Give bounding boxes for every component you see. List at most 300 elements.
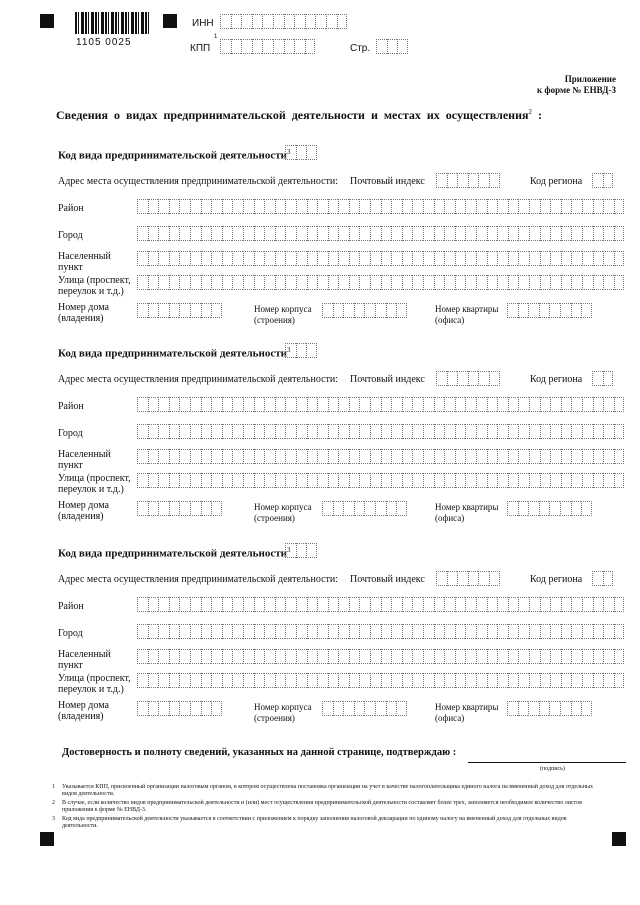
input-cell[interactable] xyxy=(518,473,529,488)
input-cell[interactable] xyxy=(211,424,222,439)
input-cell[interactable] xyxy=(465,226,476,241)
input-cell[interactable] xyxy=(603,226,614,241)
input-cell[interactable] xyxy=(359,649,370,664)
input-cell[interactable] xyxy=(201,226,212,241)
input-cell[interactable] xyxy=(444,424,455,439)
street-field[interactable] xyxy=(137,473,624,488)
input-cell[interactable] xyxy=(434,251,445,266)
input-cell[interactable] xyxy=(343,701,354,716)
input-cell[interactable] xyxy=(231,39,242,54)
input-cell[interactable] xyxy=(550,597,561,612)
input-cell[interactable] xyxy=(201,449,212,464)
input-cell[interactable] xyxy=(391,199,402,214)
input-cell[interactable] xyxy=(354,701,365,716)
input-cell[interactable] xyxy=(211,701,222,716)
input-cell[interactable] xyxy=(518,251,529,266)
input-cell[interactable] xyxy=(158,226,169,241)
input-cell[interactable] xyxy=(376,39,387,54)
input-cell[interactable] xyxy=(423,673,434,688)
input-cell[interactable] xyxy=(264,424,275,439)
input-cell[interactable] xyxy=(434,226,445,241)
district-field[interactable] xyxy=(137,397,624,412)
input-cell[interactable] xyxy=(211,275,222,290)
input-cell[interactable] xyxy=(476,226,487,241)
input-cell[interactable] xyxy=(243,424,254,439)
input-cell[interactable] xyxy=(614,673,625,688)
input-cell[interactable] xyxy=(169,701,180,716)
input-cell[interactable] xyxy=(381,649,392,664)
region-code-field[interactable] xyxy=(592,371,613,386)
input-cell[interactable] xyxy=(169,303,180,318)
input-cell[interactable] xyxy=(560,303,571,318)
input-cell[interactable] xyxy=(306,145,317,160)
input-cell[interactable] xyxy=(359,673,370,688)
input-cell[interactable] xyxy=(222,449,233,464)
input-cell[interactable] xyxy=(434,473,445,488)
input-cell[interactable] xyxy=(423,251,434,266)
input-cell[interactable] xyxy=(571,251,582,266)
input-cell[interactable] xyxy=(370,649,381,664)
input-cell[interactable] xyxy=(370,473,381,488)
input-cell[interactable] xyxy=(190,624,201,639)
input-cell[interactable] xyxy=(540,251,551,266)
input-cell[interactable] xyxy=(317,673,328,688)
input-cell[interactable] xyxy=(465,275,476,290)
input-cell[interactable] xyxy=(232,473,243,488)
input-cell[interactable] xyxy=(359,199,370,214)
input-cell[interactable] xyxy=(137,473,148,488)
input-cell[interactable] xyxy=(201,597,212,612)
input-cell[interactable] xyxy=(243,449,254,464)
input-cell[interactable] xyxy=(243,397,254,412)
input-cell[interactable] xyxy=(179,473,190,488)
input-cell[interactable] xyxy=(582,449,593,464)
input-cell[interactable] xyxy=(423,624,434,639)
input-cell[interactable] xyxy=(539,701,550,716)
input-cell[interactable] xyxy=(518,501,529,516)
input-cell[interactable] xyxy=(457,371,468,386)
input-cell[interactable] xyxy=(148,501,159,516)
input-cell[interactable] xyxy=(179,424,190,439)
input-cell[interactable] xyxy=(508,473,519,488)
building-number-field[interactable] xyxy=(322,701,407,716)
input-cell[interactable] xyxy=(190,673,201,688)
input-cell[interactable] xyxy=(275,424,286,439)
input-cell[interactable] xyxy=(349,275,360,290)
input-cell[interactable] xyxy=(468,371,479,386)
input-cell[interactable] xyxy=(508,275,519,290)
input-cell[interactable] xyxy=(317,397,328,412)
input-cell[interactable] xyxy=(137,701,148,716)
input-cell[interactable] xyxy=(497,226,508,241)
input-cell[interactable] xyxy=(476,275,487,290)
input-cell[interactable] xyxy=(550,397,561,412)
input-cell[interactable] xyxy=(370,251,381,266)
input-cell[interactable] xyxy=(571,199,582,214)
input-cell[interactable] xyxy=(402,473,413,488)
input-cell[interactable] xyxy=(254,649,265,664)
input-cell[interactable] xyxy=(285,673,296,688)
page-number-field[interactable] xyxy=(376,39,408,54)
building-number-field[interactable] xyxy=(322,303,407,318)
input-cell[interactable] xyxy=(190,199,201,214)
input-cell[interactable] xyxy=(508,673,519,688)
input-cell[interactable] xyxy=(232,624,243,639)
input-cell[interactable] xyxy=(581,501,592,516)
input-cell[interactable] xyxy=(387,39,398,54)
input-cell[interactable] xyxy=(148,199,159,214)
input-cell[interactable] xyxy=(603,397,614,412)
input-cell[interactable] xyxy=(201,397,212,412)
input-cell[interactable] xyxy=(381,424,392,439)
input-cell[interactable] xyxy=(487,473,498,488)
input-cell[interactable] xyxy=(487,226,498,241)
input-cell[interactable] xyxy=(201,424,212,439)
input-cell[interactable] xyxy=(137,397,148,412)
input-cell[interactable] xyxy=(264,275,275,290)
input-cell[interactable] xyxy=(296,226,307,241)
input-cell[interactable] xyxy=(603,649,614,664)
input-cell[interactable] xyxy=(381,673,392,688)
input-cell[interactable] xyxy=(333,303,344,318)
input-cell[interactable] xyxy=(254,449,265,464)
input-cell[interactable] xyxy=(307,449,318,464)
input-cell[interactable] xyxy=(252,14,263,29)
input-cell[interactable] xyxy=(402,597,413,612)
input-cell[interactable] xyxy=(593,649,604,664)
input-cell[interactable] xyxy=(328,251,339,266)
input-cell[interactable] xyxy=(603,275,614,290)
input-cell[interactable] xyxy=(487,597,498,612)
input-cell[interactable] xyxy=(222,597,233,612)
input-cell[interactable] xyxy=(375,701,386,716)
input-cell[interactable] xyxy=(284,39,295,54)
input-cell[interactable] xyxy=(402,673,413,688)
house-number-field[interactable] xyxy=(137,303,222,318)
input-cell[interactable] xyxy=(359,449,370,464)
input-cell[interactable] xyxy=(508,424,519,439)
input-cell[interactable] xyxy=(328,226,339,241)
input-cell[interactable] xyxy=(243,251,254,266)
input-cell[interactable] xyxy=(179,397,190,412)
input-cell[interactable] xyxy=(550,199,561,214)
input-cell[interactable] xyxy=(328,624,339,639)
signature-line[interactable] xyxy=(468,762,626,763)
input-cell[interactable] xyxy=(254,226,265,241)
input-cell[interactable] xyxy=(381,397,392,412)
region-code-field[interactable] xyxy=(592,173,613,188)
input-cell[interactable] xyxy=(370,397,381,412)
input-cell[interactable] xyxy=(232,449,243,464)
input-cell[interactable] xyxy=(338,424,349,439)
input-cell[interactable] xyxy=(338,251,349,266)
input-cell[interactable] xyxy=(296,199,307,214)
input-cell[interactable] xyxy=(137,649,148,664)
input-cell[interactable] xyxy=(518,449,529,464)
input-cell[interactable] xyxy=(275,624,286,639)
locality-field[interactable] xyxy=(137,251,624,266)
input-cell[interactable] xyxy=(465,624,476,639)
input-cell[interactable] xyxy=(476,251,487,266)
input-cell[interactable] xyxy=(349,424,360,439)
input-cell[interactable] xyxy=(354,303,365,318)
input-cell[interactable] xyxy=(169,673,180,688)
input-cell[interactable] xyxy=(581,701,592,716)
input-cell[interactable] xyxy=(243,275,254,290)
input-cell[interactable] xyxy=(497,397,508,412)
input-cell[interactable] xyxy=(561,397,572,412)
input-cell[interactable] xyxy=(561,473,572,488)
input-cell[interactable] xyxy=(423,649,434,664)
input-cell[interactable] xyxy=(518,275,529,290)
input-cell[interactable] xyxy=(275,226,286,241)
input-cell[interactable] xyxy=(285,145,296,160)
input-cell[interactable] xyxy=(148,424,159,439)
input-cell[interactable] xyxy=(412,199,423,214)
input-cell[interactable] xyxy=(508,226,519,241)
input-cell[interactable] xyxy=(343,303,354,318)
input-cell[interactable] xyxy=(359,251,370,266)
input-cell[interactable] xyxy=(603,571,614,586)
input-cell[interactable] xyxy=(423,199,434,214)
input-cell[interactable] xyxy=(455,624,466,639)
input-cell[interactable] xyxy=(349,397,360,412)
input-cell[interactable] xyxy=(540,649,551,664)
input-cell[interactable] xyxy=(190,397,201,412)
input-cell[interactable] xyxy=(349,597,360,612)
input-cell[interactable] xyxy=(391,673,402,688)
input-cell[interactable] xyxy=(455,673,466,688)
input-cell[interactable] xyxy=(455,251,466,266)
input-cell[interactable] xyxy=(148,597,159,612)
input-cell[interactable] xyxy=(158,701,169,716)
region-code-field[interactable] xyxy=(592,571,613,586)
input-cell[interactable] xyxy=(391,624,402,639)
input-cell[interactable] xyxy=(285,251,296,266)
input-cell[interactable] xyxy=(305,14,316,29)
input-cell[interactable] xyxy=(317,226,328,241)
input-cell[interactable] xyxy=(560,701,571,716)
activity-code-field[interactable] xyxy=(285,343,317,358)
input-cell[interactable] xyxy=(148,701,159,716)
input-cell[interactable] xyxy=(254,624,265,639)
input-cell[interactable] xyxy=(540,226,551,241)
input-cell[interactable] xyxy=(211,251,222,266)
input-cell[interactable] xyxy=(262,39,273,54)
input-cell[interactable] xyxy=(264,199,275,214)
input-cell[interactable] xyxy=(386,701,397,716)
input-cell[interactable] xyxy=(190,701,201,716)
input-cell[interactable] xyxy=(338,397,349,412)
input-cell[interactable] xyxy=(222,649,233,664)
input-cell[interactable] xyxy=(508,199,519,214)
input-cell[interactable] xyxy=(243,226,254,241)
input-cell[interactable] xyxy=(593,226,604,241)
input-cell[interactable] xyxy=(349,449,360,464)
input-cell[interactable] xyxy=(571,473,582,488)
input-cell[interactable] xyxy=(593,597,604,612)
input-cell[interactable] xyxy=(254,597,265,612)
input-cell[interactable] xyxy=(434,624,445,639)
input-cell[interactable] xyxy=(550,473,561,488)
input-cell[interactable] xyxy=(364,303,375,318)
input-cell[interactable] xyxy=(201,673,212,688)
input-cell[interactable] xyxy=(412,251,423,266)
input-cell[interactable] xyxy=(434,449,445,464)
input-cell[interactable] xyxy=(444,226,455,241)
input-cell[interactable] xyxy=(381,473,392,488)
input-cell[interactable] xyxy=(243,624,254,639)
input-cell[interactable] xyxy=(381,275,392,290)
input-cell[interactable] xyxy=(582,275,593,290)
input-cell[interactable] xyxy=(539,303,550,318)
input-cell[interactable] xyxy=(571,501,582,516)
input-cell[interactable] xyxy=(476,397,487,412)
input-cell[interactable] xyxy=(487,624,498,639)
input-cell[interactable] xyxy=(232,424,243,439)
input-cell[interactable] xyxy=(582,397,593,412)
input-cell[interactable] xyxy=(364,701,375,716)
input-cell[interactable] xyxy=(169,449,180,464)
input-cell[interactable] xyxy=(457,173,468,188)
input-cell[interactable] xyxy=(307,275,318,290)
input-cell[interactable] xyxy=(307,397,318,412)
input-cell[interactable] xyxy=(614,251,625,266)
input-cell[interactable] xyxy=(593,673,604,688)
input-cell[interactable] xyxy=(243,649,254,664)
input-cell[interactable] xyxy=(412,673,423,688)
input-cell[interactable] xyxy=(518,701,529,716)
input-cell[interactable] xyxy=(137,624,148,639)
input-cell[interactable] xyxy=(412,624,423,639)
input-cell[interactable] xyxy=(592,173,603,188)
input-cell[interactable] xyxy=(232,251,243,266)
input-cell[interactable] xyxy=(465,251,476,266)
input-cell[interactable] xyxy=(273,39,284,54)
input-cell[interactable] xyxy=(306,343,317,358)
input-cell[interactable] xyxy=(349,673,360,688)
input-cell[interactable] xyxy=(328,673,339,688)
input-cell[interactable] xyxy=(412,649,423,664)
input-cell[interactable] xyxy=(497,424,508,439)
input-cell[interactable] xyxy=(465,199,476,214)
input-cell[interactable] xyxy=(179,673,190,688)
input-cell[interactable] xyxy=(222,673,233,688)
input-cell[interactable] xyxy=(561,226,572,241)
input-cell[interactable] xyxy=(275,473,286,488)
input-cell[interactable] xyxy=(211,501,222,516)
input-cell[interactable] xyxy=(476,199,487,214)
input-cell[interactable] xyxy=(465,649,476,664)
input-cell[interactable] xyxy=(158,597,169,612)
input-cell[interactable] xyxy=(561,449,572,464)
input-cell[interactable] xyxy=(137,226,148,241)
input-cell[interactable] xyxy=(275,597,286,612)
input-cell[interactable] xyxy=(338,473,349,488)
input-cell[interactable] xyxy=(317,275,328,290)
input-cell[interactable] xyxy=(359,624,370,639)
input-cell[interactable] xyxy=(317,449,328,464)
input-cell[interactable] xyxy=(211,673,222,688)
input-cell[interactable] xyxy=(296,251,307,266)
input-cell[interactable] xyxy=(444,449,455,464)
input-cell[interactable] xyxy=(359,397,370,412)
input-cell[interactable] xyxy=(402,226,413,241)
input-cell[interactable] xyxy=(243,597,254,612)
input-cell[interactable] xyxy=(402,199,413,214)
input-cell[interactable] xyxy=(529,275,540,290)
input-cell[interactable] xyxy=(338,597,349,612)
input-cell[interactable] xyxy=(455,397,466,412)
input-cell[interactable] xyxy=(264,673,275,688)
input-cell[interactable] xyxy=(137,424,148,439)
input-cell[interactable] xyxy=(497,275,508,290)
input-cell[interactable] xyxy=(211,473,222,488)
input-cell[interactable] xyxy=(550,673,561,688)
input-cell[interactable] xyxy=(465,397,476,412)
input-cell[interactable] xyxy=(561,251,572,266)
input-cell[interactable] xyxy=(434,275,445,290)
input-cell[interactable] xyxy=(158,397,169,412)
input-cell[interactable] xyxy=(296,597,307,612)
input-cell[interactable] xyxy=(386,501,397,516)
input-cell[interactable] xyxy=(614,473,625,488)
input-cell[interactable] xyxy=(540,397,551,412)
input-cell[interactable] xyxy=(190,473,201,488)
input-cell[interactable] xyxy=(582,649,593,664)
input-cell[interactable] xyxy=(529,424,540,439)
input-cell[interactable] xyxy=(328,597,339,612)
input-cell[interactable] xyxy=(307,673,318,688)
input-cell[interactable] xyxy=(333,501,344,516)
input-cell[interactable] xyxy=(497,624,508,639)
input-cell[interactable] xyxy=(603,473,614,488)
input-cell[interactable] xyxy=(412,397,423,412)
input-cell[interactable] xyxy=(550,449,561,464)
input-cell[interactable] xyxy=(423,226,434,241)
input-cell[interactable] xyxy=(550,624,561,639)
input-cell[interactable] xyxy=(349,199,360,214)
input-cell[interactable] xyxy=(468,571,479,586)
input-cell[interactable] xyxy=(582,226,593,241)
input-cell[interactable] xyxy=(375,501,386,516)
input-cell[interactable] xyxy=(243,473,254,488)
input-cell[interactable] xyxy=(201,275,212,290)
input-cell[interactable] xyxy=(487,424,498,439)
input-cell[interactable] xyxy=(386,303,397,318)
input-cell[interactable] xyxy=(179,275,190,290)
input-cell[interactable] xyxy=(285,597,296,612)
input-cell[interactable] xyxy=(190,649,201,664)
input-cell[interactable] xyxy=(296,473,307,488)
apartment-number-field[interactable] xyxy=(507,701,592,716)
input-cell[interactable] xyxy=(434,397,445,412)
input-cell[interactable] xyxy=(571,303,582,318)
input-cell[interactable] xyxy=(412,275,423,290)
input-cell[interactable] xyxy=(593,449,604,464)
district-field[interactable] xyxy=(137,597,624,612)
input-cell[interactable] xyxy=(333,701,344,716)
input-cell[interactable] xyxy=(328,199,339,214)
input-cell[interactable] xyxy=(294,39,305,54)
input-cell[interactable] xyxy=(169,649,180,664)
input-cell[interactable] xyxy=(508,597,519,612)
input-cell[interactable] xyxy=(158,501,169,516)
input-cell[interactable] xyxy=(529,597,540,612)
input-cell[interactable] xyxy=(317,624,328,639)
input-cell[interactable] xyxy=(508,624,519,639)
input-cell[interactable] xyxy=(222,226,233,241)
